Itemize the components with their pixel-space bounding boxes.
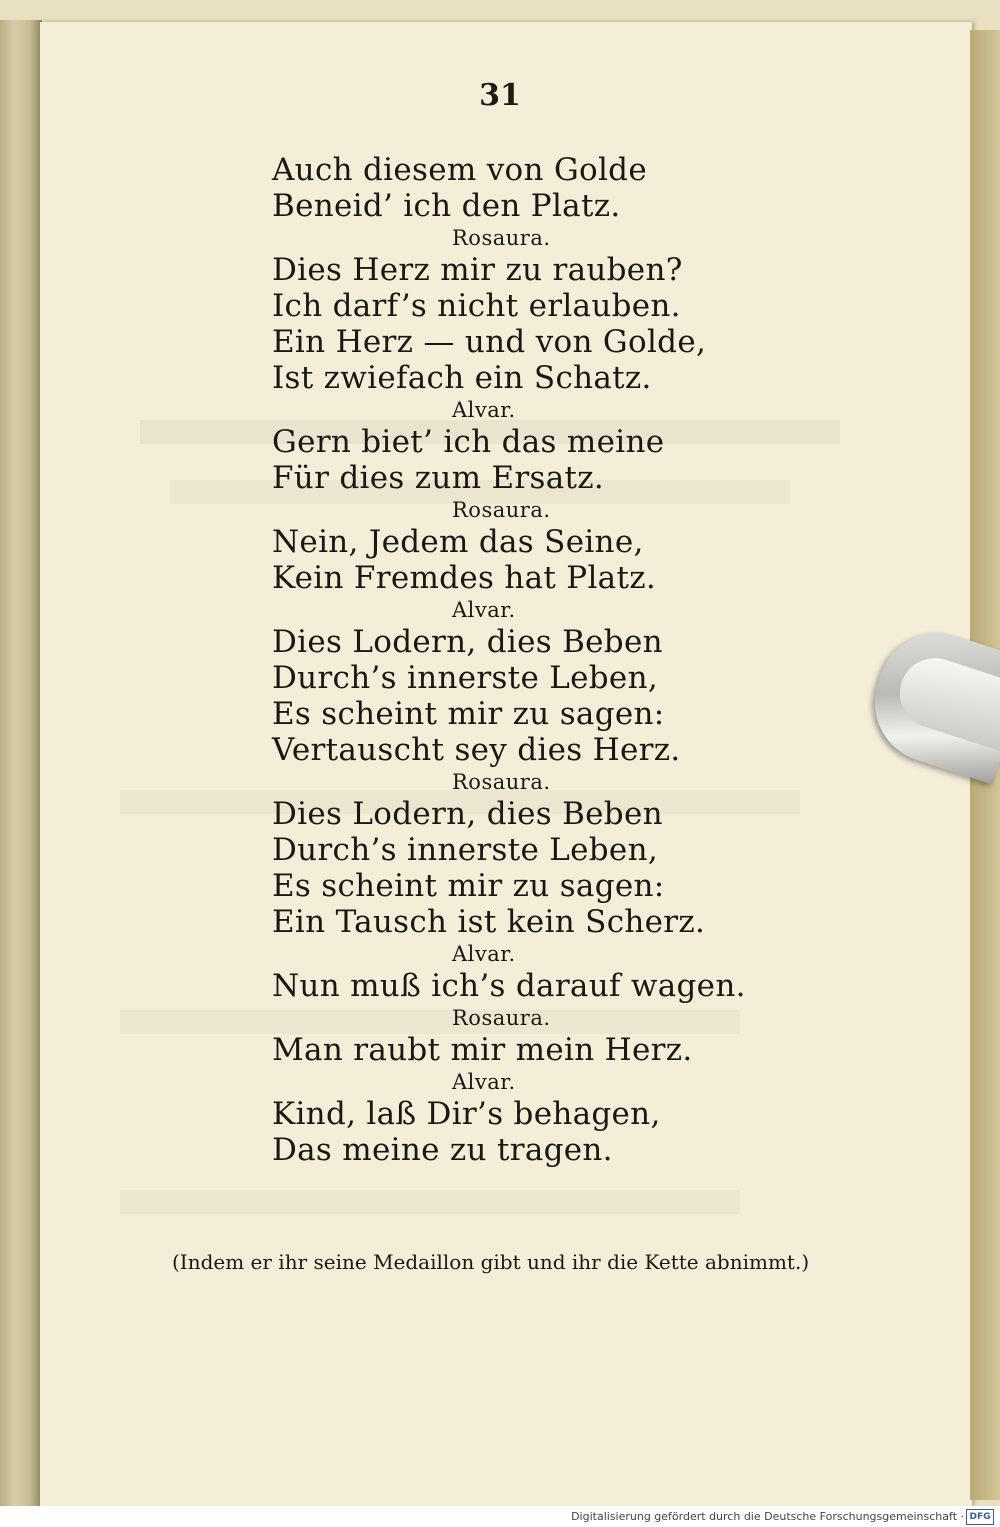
speaker-name: Alvar. bbox=[452, 398, 516, 422]
verse-line: Kind, laß Dir’s behagen, bbox=[272, 1096, 661, 1132]
dfg-logo-icon: DFG bbox=[966, 1509, 994, 1525]
verse-line: Durch’s innerste Leben, bbox=[272, 660, 658, 696]
stage-direction: (Indem er ihr seine Medaillon gibt und ihr die Kette abnimmt.) bbox=[172, 1250, 810, 1274]
verse-line: Dies Herz mir zu rauben? bbox=[272, 252, 683, 288]
verse-line: Für dies zum Ersatz. bbox=[272, 460, 605, 496]
speaker-name: Rosaura. bbox=[452, 498, 551, 522]
speaker-name: Alvar. bbox=[452, 942, 516, 966]
verse-line: Nun muß ich’s darauf wagen. bbox=[272, 968, 746, 1004]
verse-line: Ein Tausch ist kein Scherz. bbox=[272, 904, 706, 940]
speaker-name: Rosaura. bbox=[452, 770, 551, 794]
verse-line: Vertauscht sey dies Herz. bbox=[272, 732, 681, 768]
verse-line: Dies Lodern, dies Beben bbox=[272, 624, 663, 660]
page-number: 31 bbox=[479, 78, 521, 113]
verse-line: Kein Fremdes hat Platz. bbox=[272, 560, 656, 596]
verse-line: Durch’s innerste Leben, bbox=[272, 832, 658, 868]
previous-page-edge bbox=[0, 20, 42, 1510]
verse-line: Es scheint mir zu sagen: bbox=[272, 868, 665, 904]
verse-line: Beneid’ ich den Platz. bbox=[272, 188, 621, 224]
verse-line: Nein, Jedem das Seine, bbox=[272, 524, 644, 560]
speaker-name: Rosaura. bbox=[452, 1006, 551, 1030]
speaker-name: Alvar. bbox=[452, 598, 516, 622]
digitization-footer bbox=[0, 1506, 1000, 1527]
verse-line: Das meine zu tragen. bbox=[272, 1132, 613, 1168]
verse-line: Auch diesem von Golde bbox=[272, 152, 647, 188]
verse-line: Ist zwiefach ein Schatz. bbox=[272, 360, 652, 396]
verse-line: Ein Herz — und von Golde, bbox=[272, 324, 707, 360]
verse-line: Gern biet’ ich das meine bbox=[272, 424, 665, 460]
verse-line: Ich darf’s nicht erlauben. bbox=[272, 288, 681, 324]
speaker-name: Alvar. bbox=[452, 1070, 516, 1094]
verse-line: Es scheint mir zu sagen: bbox=[272, 696, 665, 732]
bleed-through-shade bbox=[120, 1190, 740, 1214]
verse-block bbox=[272, 152, 852, 1168]
funding-credit: Digitalisierung gefördert durch die Deutsche Forschungsgemeinschaft · bbox=[571, 1510, 964, 1523]
page-clip-highlight bbox=[891, 649, 1000, 753]
verse-line: Dies Lodern, dies Beben bbox=[272, 796, 663, 832]
verse-line: Man raubt mir mein Herz. bbox=[272, 1032, 693, 1068]
speaker-name: Rosaura. bbox=[452, 226, 551, 250]
